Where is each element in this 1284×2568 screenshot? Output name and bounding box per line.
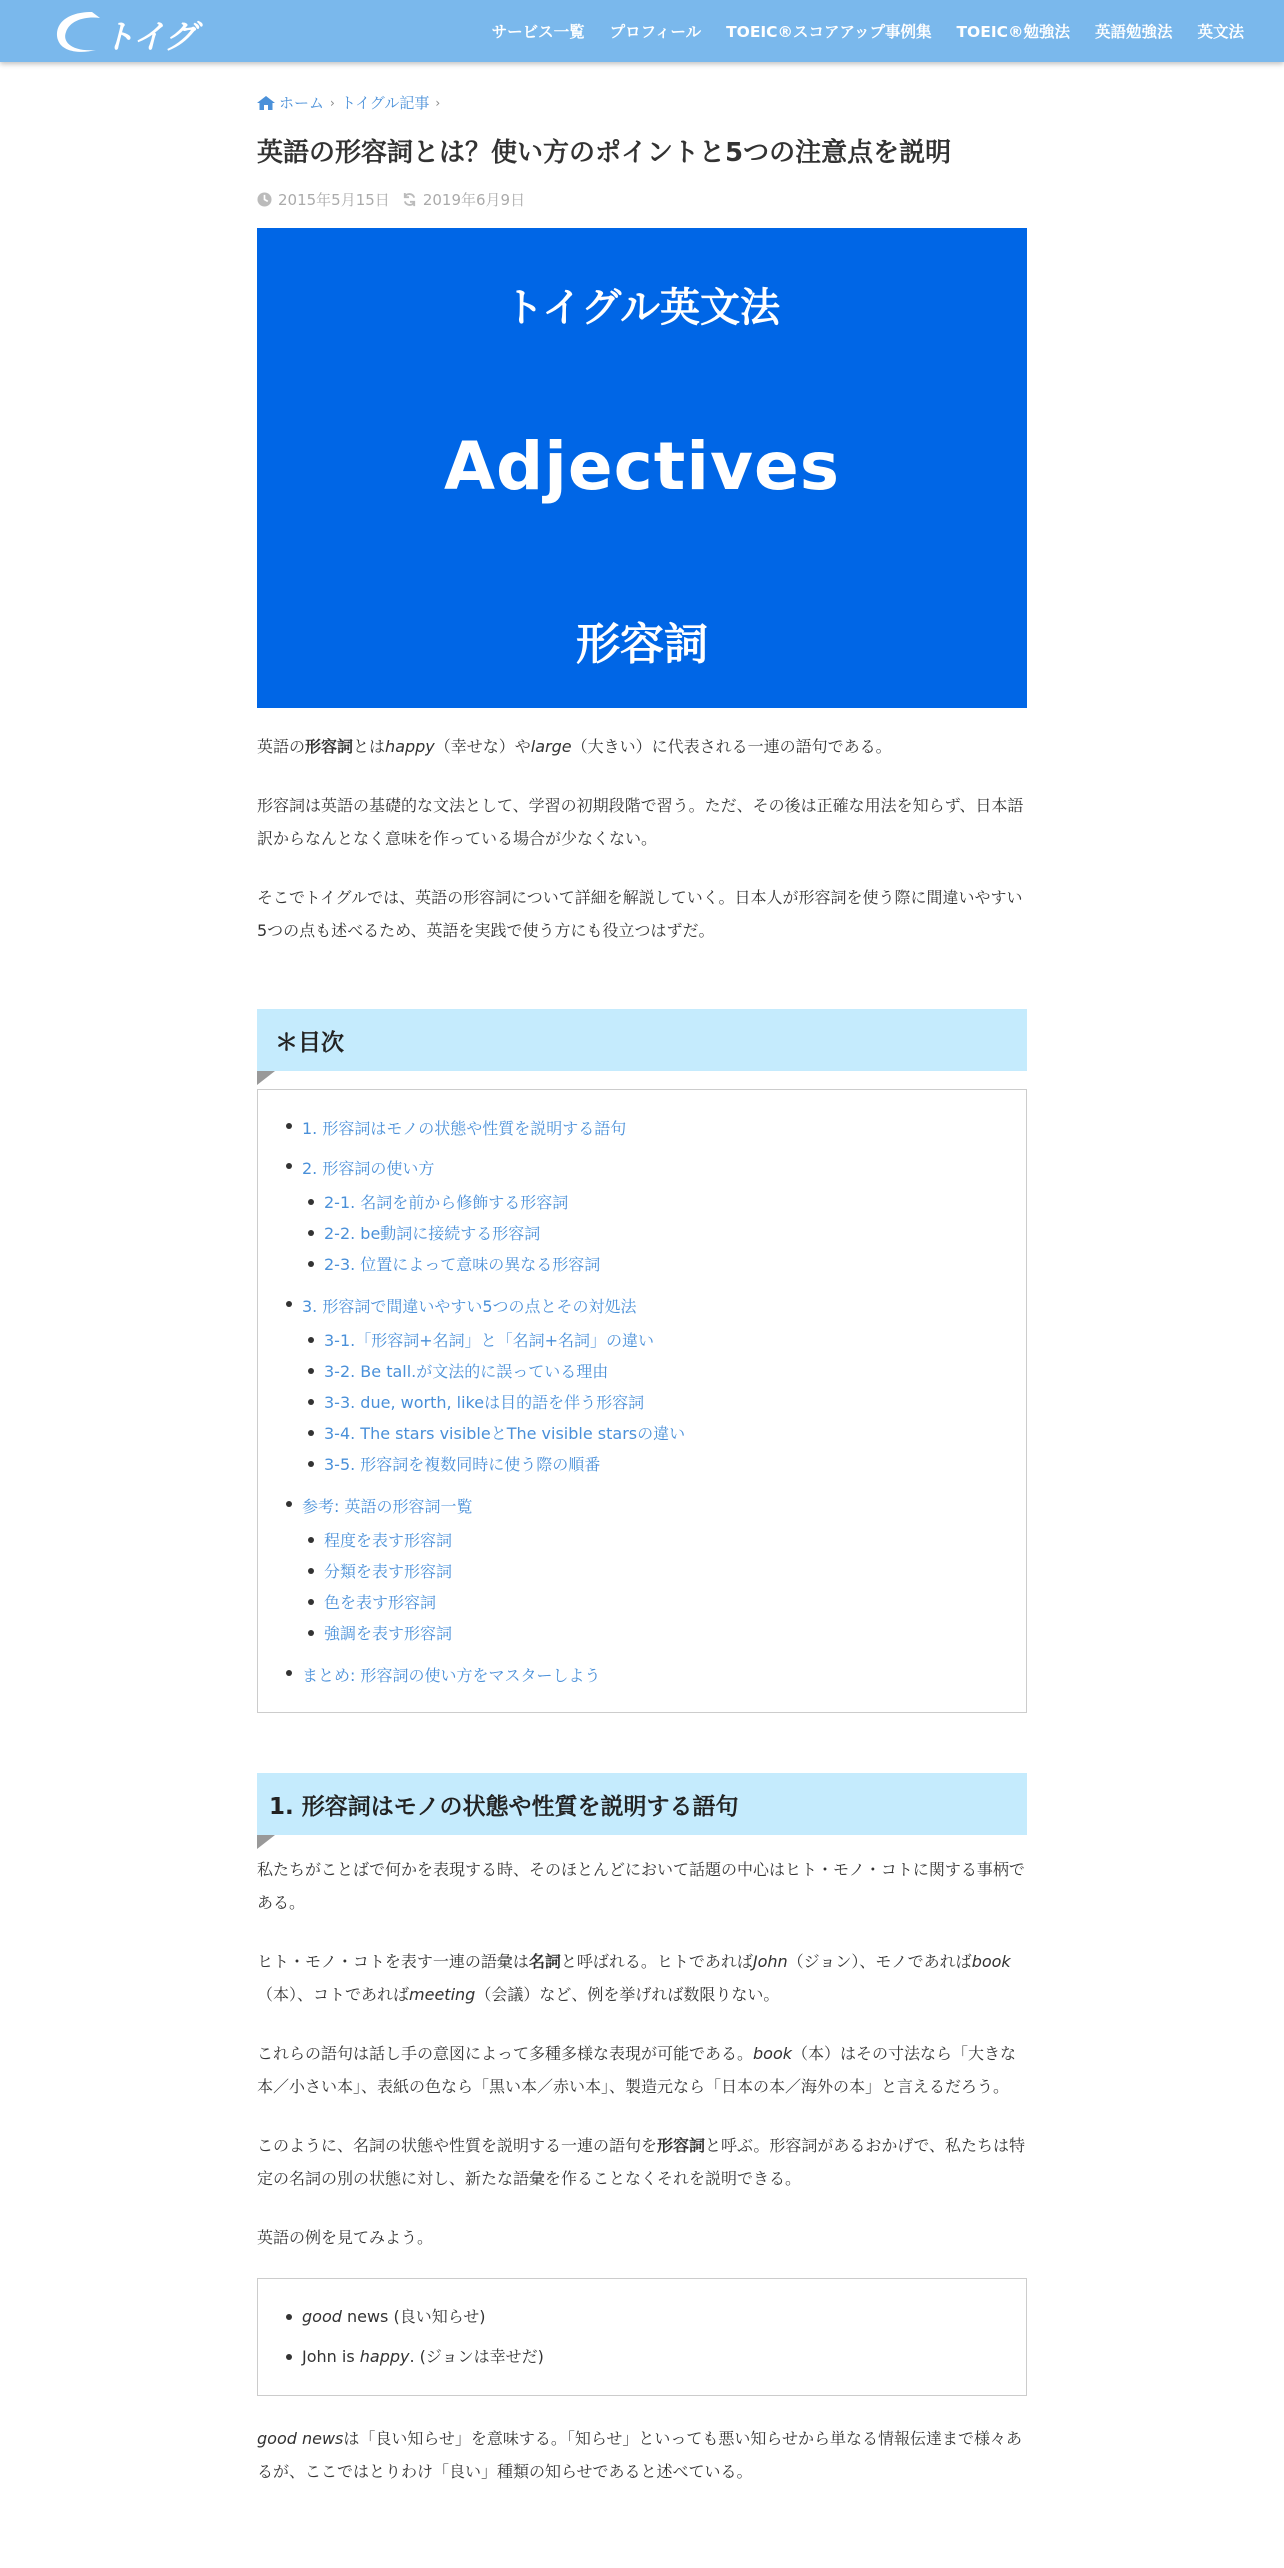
breadcrumb-category[interactable]: トイグル記事 bbox=[340, 94, 430, 112]
toc-subitem bbox=[302, 1618, 1026, 1649]
bullet-icon bbox=[286, 2314, 292, 2320]
text: （本）はその寸法なら「大きな本／小さい本」、表紙の色なら「黒い本／赤い本」、製造元なら「日本の本／海外の本」と言えるだろう。 bbox=[257, 2044, 1017, 2097]
toc-item bbox=[258, 1492, 1026, 1649]
text: （会議）など、例を挙げれば数限りない。 bbox=[475, 1985, 780, 2005]
bold-text: 名詞 bbox=[528, 1952, 561, 1972]
bullet-icon bbox=[308, 1399, 314, 1405]
section-1-paragraph-6 bbox=[257, 2422, 1027, 2488]
example-box bbox=[257, 2278, 1027, 2396]
toc-link[interactable]: 3. 形容詞で間違いやすい5つの点とその対処法 bbox=[302, 1297, 637, 1317]
bullet-icon bbox=[286, 1163, 292, 1169]
published-date-text: 2015年5月15日 bbox=[278, 191, 390, 210]
nav-english-study[interactable]: 英語勉強法 bbox=[1094, 23, 1173, 41]
bullet-icon bbox=[308, 1230, 314, 1236]
text: と呼ぶ。形容詞があるおかげで、私たちは特定の名詞の別の状態に対し、新たな語彙を作ることなくそれを説明できる。 bbox=[257, 2136, 1026, 2189]
toc-subitem bbox=[302, 1325, 1026, 1356]
intro-paragraph-2: 形容詞は英語の基礎的な文法として、学習の初期段階で習う。ただ、その後は正確な用法を知らず、日本語訳からなんとなく意味を作っている場合が少なくない。 bbox=[257, 796, 1024, 849]
example-item bbox=[258, 2337, 1026, 2377]
updated-date bbox=[402, 189, 525, 210]
home-icon bbox=[257, 96, 275, 110]
main-nav bbox=[467, 0, 1244, 62]
intro-paragraph-1 bbox=[257, 730, 1027, 763]
italic-text: large bbox=[530, 737, 572, 757]
toc-link[interactable]: 2-1. 名詞を前から修飾する形容詞 bbox=[324, 1193, 569, 1213]
text: news (良い知らせ) bbox=[341, 2307, 486, 2327]
text: . (ジョンは幸せだ) bbox=[409, 2347, 544, 2367]
text: は「良い知らせ」を意味する。「知らせ」といっても悪い知らせから単なる情報伝達まで様々あるが、ここではとりわけ「良い」種類の知らせであると述べている。 bbox=[257, 2429, 1022, 2482]
toc-subitem bbox=[302, 1187, 1026, 1218]
text: ヒト・モノ・コトを表す一連の語彙は bbox=[257, 1952, 529, 1972]
example-item bbox=[258, 2297, 1026, 2337]
toc-link[interactable]: 2-2. be動詞に接続する形容詞 bbox=[324, 1224, 541, 1244]
toc-item bbox=[258, 1292, 1026, 1480]
bullet-icon bbox=[308, 1630, 314, 1636]
breadcrumb bbox=[257, 92, 1027, 113]
intro-paragraph-3: そこでトイグルでは、英語の形容詞について詳細を解説していく。日本人が形容詞を使う際に間違いやすい5つの点も述べるため、英語を実践で使う方にも役立つはずだ。 bbox=[257, 888, 1023, 941]
bullet-icon bbox=[308, 1568, 314, 1574]
eyecatch-line3: 形容詞 bbox=[576, 619, 708, 671]
italic-text: happy bbox=[359, 2347, 410, 2367]
toc-link[interactable]: 程度を表す形容詞 bbox=[324, 1531, 453, 1551]
bullet-icon bbox=[308, 1461, 314, 1467]
toc-link[interactable]: 3-3. due, worth, likeは目的語を伴う形容詞 bbox=[324, 1393, 645, 1413]
toc-item bbox=[258, 1661, 1026, 1690]
breadcrumb-separator-icon: › bbox=[435, 95, 441, 110]
toc-heading: ＊目次 bbox=[257, 1009, 1027, 1071]
text: 英語の bbox=[257, 737, 306, 757]
toc-sublist bbox=[302, 1187, 1026, 1280]
nav-grammar[interactable]: 英文法 bbox=[1197, 23, 1244, 41]
toc-link[interactable]: 2-3. 位置によって意味の異なる形容詞 bbox=[324, 1255, 601, 1275]
site-logo[interactable] bbox=[52, 6, 224, 103]
bullet-icon bbox=[286, 2354, 292, 2360]
toc-subitem bbox=[302, 1387, 1026, 1418]
toc-link[interactable]: 3-4. The stars visibleとThe visible starsの違い bbox=[324, 1424, 686, 1444]
text: （本）、コトであれば bbox=[257, 1985, 410, 2005]
toc-link[interactable]: まとめ: 形容詞の使い方をマスターしよう bbox=[302, 1666, 601, 1686]
text: （幸せな）や bbox=[434, 737, 531, 757]
bullet-icon bbox=[286, 1123, 292, 1129]
bullet-icon bbox=[308, 1337, 314, 1343]
italic-text: John bbox=[752, 1952, 788, 1972]
italic-text: good news bbox=[257, 2429, 344, 2449]
section-1-paragraph-5: 英語の例を見てみよう。 bbox=[257, 2228, 434, 2248]
text: これらの語句は話し手の意図によって多種多様な表現が可能である。 bbox=[257, 2044, 754, 2064]
toc-subitem bbox=[302, 1449, 1026, 1480]
toc-link[interactable]: 2. 形容詞の使い方 bbox=[302, 1159, 435, 1179]
toc-list bbox=[258, 1114, 1026, 1690]
section-1-paragraph-3 bbox=[257, 2037, 1027, 2103]
text: （大きい）に代表される一連の語句である。 bbox=[571, 737, 892, 757]
bullet-icon bbox=[308, 1599, 314, 1605]
breadcrumb-home[interactable]: ホーム bbox=[279, 94, 325, 112]
bullet-icon bbox=[286, 1670, 292, 1676]
nav-services[interactable]: サービス一覧 bbox=[491, 23, 585, 41]
toc-item bbox=[258, 1114, 1026, 1143]
italic-text: book bbox=[971, 1952, 1011, 1972]
italic-text: happy bbox=[385, 737, 435, 757]
eyecatch-image bbox=[257, 228, 1027, 708]
logo-text: トイグル bbox=[102, 17, 196, 103]
toc-link[interactable]: 参考: 英語の形容詞一覧 bbox=[302, 1497, 473, 1517]
post-dates bbox=[257, 189, 1027, 210]
text: とは bbox=[353, 737, 386, 757]
toc-link[interactable]: 強調を表す形容詞 bbox=[324, 1624, 453, 1644]
example-list bbox=[258, 2297, 1026, 2377]
toc-link[interactable]: 3-5. 形容詞を複数同時に使う際の順番 bbox=[324, 1455, 601, 1475]
toc-link[interactable]: 1. 形容詞はモノの状態や性質を説明する語句 bbox=[302, 1119, 627, 1139]
bold-text: 形容詞 bbox=[657, 2136, 706, 2156]
eyecatch-line2: Adjectives bbox=[443, 428, 841, 506]
article-container bbox=[257, 62, 1027, 2488]
section-1-paragraph-4 bbox=[257, 2129, 1027, 2195]
section-1-paragraph-2 bbox=[257, 1945, 1027, 2011]
bullet-icon bbox=[308, 1261, 314, 1267]
bullet-icon bbox=[308, 1430, 314, 1436]
published-date bbox=[257, 189, 390, 210]
toc-subitem bbox=[302, 1218, 1026, 1249]
breadcrumb-separator-icon: › bbox=[330, 95, 335, 110]
section-1-heading: 1. 形容詞はモノの状態や性質を説明する語句 bbox=[257, 1773, 1027, 1835]
toc-link[interactable]: 3-1.「形容詞+名詞」と「名詞+名詞」の違い bbox=[324, 1331, 655, 1351]
bold-text: 形容詞 bbox=[305, 737, 354, 757]
nav-toeic-study[interactable]: TOEIC®勉強法 bbox=[956, 23, 1070, 41]
toc-subitem bbox=[302, 1525, 1026, 1556]
toc-link[interactable]: 分類を表す形容詞 bbox=[324, 1562, 453, 1582]
page-title: 英語の形容詞とは？使い方のポイントと5つの注意点を説明 bbox=[257, 138, 952, 168]
bullet-icon bbox=[308, 1199, 314, 1205]
toc-subitem bbox=[302, 1418, 1026, 1449]
toc-subitem bbox=[302, 1356, 1026, 1387]
nav-toeic-cases[interactable]: TOEIC®スコアアップ事例集 bbox=[726, 23, 932, 41]
section-1-paragraph-1: 私たちがことばで何かを表現する時、そのほとんどにおいて話題の中心はヒト・モノ・コトに関する事柄である。 bbox=[257, 1860, 1025, 1913]
toc-subitem bbox=[302, 1587, 1026, 1618]
bullet-icon bbox=[308, 1537, 314, 1543]
toc-item bbox=[258, 1154, 1026, 1280]
italic-text: book bbox=[753, 2044, 793, 2064]
text: このように、名詞の状態や性質を説明する一連の語句を bbox=[257, 2136, 658, 2156]
text: と呼ばれる。ヒトであれば bbox=[560, 1952, 753, 1972]
text: John is bbox=[302, 2347, 360, 2367]
toc-link[interactable]: 3-2. Be tall.が文法的に誤っている理由 bbox=[324, 1362, 609, 1382]
eyecatch-line1: トイグル英文法 bbox=[504, 285, 780, 332]
bullet-icon bbox=[286, 1301, 292, 1307]
italic-text: good bbox=[302, 2307, 342, 2327]
heading-fold-icon bbox=[257, 1835, 275, 1849]
toc-subitem bbox=[302, 1556, 1026, 1587]
italic-text: meeting bbox=[409, 1985, 476, 2005]
heading-fold-icon bbox=[257, 1071, 275, 1085]
toc-sublist bbox=[302, 1525, 1026, 1649]
clock-icon bbox=[257, 192, 272, 207]
toc-sublist bbox=[302, 1325, 1026, 1480]
bullet-icon bbox=[308, 1368, 314, 1374]
toc-subitem bbox=[302, 1249, 1026, 1280]
bullet-icon bbox=[286, 1501, 292, 1507]
updated-date-text: 2019年6月9日 bbox=[422, 191, 526, 210]
table-of-contents bbox=[257, 1089, 1027, 1713]
refresh-icon bbox=[402, 192, 417, 207]
toc-link[interactable]: 色を表す形容詞 bbox=[324, 1593, 437, 1613]
text: （ジョン）、モノであれば bbox=[787, 1952, 972, 1972]
nav-profile[interactable]: プロフィール bbox=[609, 23, 702, 41]
